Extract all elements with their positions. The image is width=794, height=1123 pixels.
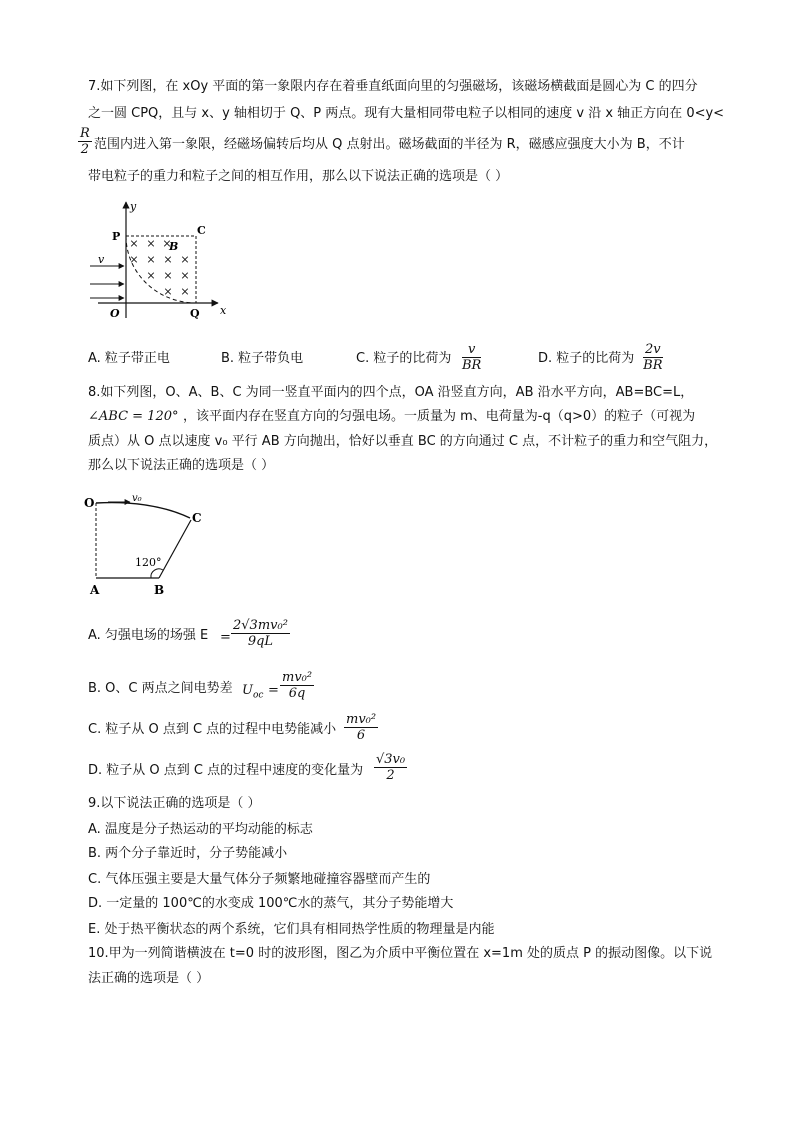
q7-label-y: y (130, 200, 137, 213)
q7-label-q: Q (190, 307, 200, 320)
q7-option-c-fraction (462, 342, 481, 373)
q7-label-o: O (110, 307, 120, 320)
q7-option-c-denominator: BR (462, 358, 482, 373)
q8-option-b-symbol: U (242, 683, 253, 698)
q8-stem-line2: ，该平面内存在竖直方向的匀强电场。一质量为 m、电荷量为-q（q>0）的粒子（可视为 (183, 409, 696, 424)
q8-angle-expression: ∠ABC = 120° (88, 409, 179, 424)
q7-stem-line3: 范围内进入第一象限，经磁场偏转后均从 Q 点射出。磁场截面的半径为 R，磁感应强度大小为 B，不计 (94, 137, 685, 152)
q8-option-b: B. O、C 两点之间电势差 (88, 681, 233, 696)
q9-option-d: D. 一定量的 100℃的水变成 100℃水的蒸气，其分子势能增大 (88, 896, 454, 911)
q7-option-c: C. 粒子的比荷为 (356, 351, 452, 366)
q8-option-d-denominator: 2 (386, 768, 395, 783)
q7-field-cross: × (163, 285, 173, 298)
q7-label-v: v (98, 253, 105, 266)
q8-label-b: B (154, 583, 165, 597)
q8-label-angle: 120° (135, 556, 162, 569)
q8-option-d-fraction (374, 752, 407, 783)
q8-label-c: C (192, 511, 202, 525)
q8-option-a-equals: = (220, 630, 231, 645)
q7-option-c-numerator: v (462, 342, 481, 358)
q7-field-cross: × (180, 269, 190, 282)
q7-field-cross: × (180, 253, 190, 266)
q8-option-c-fraction (344, 712, 378, 743)
q7-label-x: x (220, 304, 227, 317)
q8-trajectory (96, 503, 190, 518)
q7-field-cross: × (162, 237, 172, 250)
q7-option-d-denominator: BR (643, 358, 663, 373)
q8-option-a-numerator: 2√3mv₀² (233, 618, 288, 633)
q10-stem-line1: 10.甲为一列简谐横波在 t=0 时的波形图，图乙为介质中平衡位置在 x=1m 处的质点 P 的振动图像。以下说 (88, 946, 713, 961)
q8-label-o: O (84, 496, 95, 510)
q7-option-d-fraction (643, 342, 663, 373)
q7-option-d: D. 粒子的比荷为 (538, 351, 635, 366)
q8-stem-line3: 质点）从 O 点以速度 v₀ 平行 AB 方向抛出，恰好以垂直 BC 的方向通过 C 点，不计粒子的重力和空气阻力， (88, 434, 718, 449)
q7-field-cross: × (180, 285, 190, 298)
q8-option-c-numerator: mv₀² (346, 712, 377, 727)
q7-fraction-r-over-2 (78, 126, 92, 157)
q7-option-d-numerator: 2v (645, 342, 661, 357)
q9-option-c: C. 气体压强主要是大量气体分子频繁地碰撞容器壁而产生的 (88, 872, 431, 887)
q7-field-cross: × (146, 269, 156, 282)
q7-option-a: A. 粒子带正电 (88, 351, 170, 366)
q8-electric-field-figure (82, 490, 212, 600)
q8-stem-line1: 8.如下列图，O、A、B、C 为同一竖直平面内的四个点，OA 沿竖直方向，AB 沿水平方向，AB=BC=L， (88, 385, 694, 400)
q7-label-b: B (169, 240, 179, 253)
q7-stem-line1: 7.如下列图，在 xOy 平面的第一象限内存在着垂直纸面向里的匀强磁场，该磁场横截面是圆心为 C 的四分 (88, 79, 698, 94)
q7-stem-line2: 之一圆 CPQ，且与 x、y 轴相切于 Q、P 两点。现有大量相同带电粒子以相同的速度 v 沿 x 轴正方向在 0<y< (88, 106, 725, 121)
q8-option-b-equals: = (268, 683, 279, 698)
q7-magnetic-field-figure (84, 198, 234, 324)
q8-option-a-fraction (231, 618, 290, 649)
q7-label-p: P (112, 230, 121, 243)
q9-option-a: A. 温度是分子热运动的平均动能的标志 (88, 822, 313, 837)
q7-field-cross: × (163, 253, 173, 266)
q7-field-cross: × (163, 269, 173, 282)
q8-option-c: C. 粒子从 O 点到 C 点的过程中电势能减小 (88, 722, 337, 737)
q7-fraction-numerator: R (80, 126, 90, 141)
q8-option-b-numerator: mv₀² (282, 670, 313, 685)
q9-option-b: B. 两个分子靠近时，分子势能减小 (88, 846, 288, 861)
q7-field-cross: × (129, 253, 139, 266)
q8-option-c-denominator: 6 (356, 728, 366, 743)
q8-option-b-denominator: 6q (288, 686, 306, 701)
q8-label-a: A (90, 583, 100, 597)
q8-option-b-subscript: oc (252, 690, 264, 701)
q7-label-c: C (197, 224, 206, 237)
q10-stem-line2: 法正确的选项是（ ） (88, 971, 210, 986)
q7-fraction-denominator: 2 (80, 142, 90, 157)
q9-option-e: E. 处于热平衡状态的两个系统，它们具有相同热学性质的物理量是内能 (88, 922, 495, 937)
q8-bc-line (159, 520, 191, 578)
q8-option-b-lhs (242, 683, 263, 704)
q8-stem-line4: 那么以下说法正确的选项是（ ） (88, 458, 275, 473)
q7-field-cross: × (146, 253, 156, 266)
q8-option-d-numerator: √3v₀ (376, 752, 406, 767)
q8-option-a-denominator: 9qL (247, 634, 274, 649)
q7-option-b: B. 粒子带负电 (221, 351, 304, 366)
q8-option-d: D. 粒子从 O 点到 C 点的过程中速度的变化量为 (88, 763, 364, 778)
q8-label-v0: v₀ (132, 493, 142, 504)
q7-stem-line4: 带电粒子的重力和粒子之间的相互作用，那么以下说法正确的选项是（ ） (88, 169, 509, 184)
q9-stem: 9.以下说法正确的选项是（ ） (88, 796, 261, 811)
q7-field-cross: × (146, 237, 156, 250)
q7-field-cross: × (129, 237, 139, 250)
q8-option-a: A. 匀强电场的场强 E (88, 628, 209, 643)
q8-option-b-fraction (280, 670, 314, 701)
